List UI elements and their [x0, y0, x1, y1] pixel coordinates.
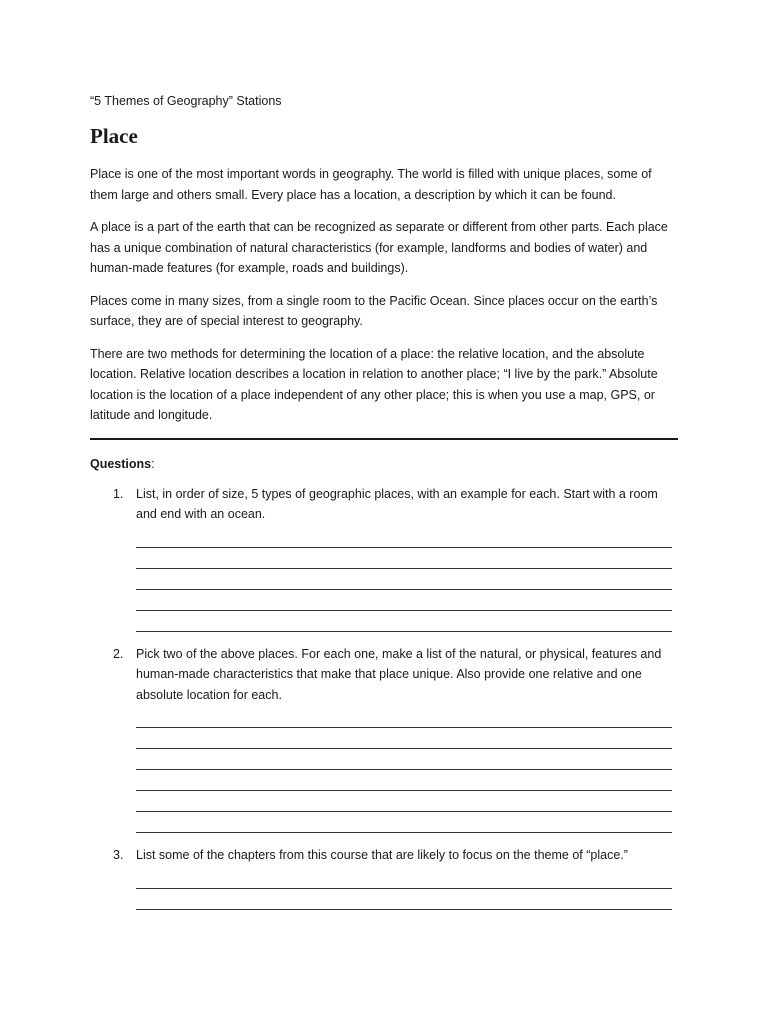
question-text: List some of the chapters from this course that are likely to focus on the theme of “place.”	[136, 848, 628, 862]
answer-lines	[136, 529, 678, 632]
answer-line[interactable]	[136, 730, 672, 749]
questions-heading	[90, 454, 678, 474]
question-2	[90, 644, 678, 834]
question-number: 2.	[113, 646, 124, 661]
answer-line[interactable]	[136, 751, 672, 770]
answer-line[interactable]	[136, 891, 672, 910]
station-header: “5 Themes of Geography” Stations	[90, 94, 282, 108]
intro-paragraph-4: There are two methods for determining the location of a place: the relative location, and the absolute location. Relative location describes a location in relation to another place; “I live by the park.” Absolute location is the location of a place independent of any other place; this is when you use a map, GPS, or latitude and longitude.	[90, 346, 658, 422]
page-title: Place	[90, 124, 138, 148]
answer-line[interactable]	[136, 793, 672, 812]
intro-paragraph-2: A place is a part of the earth that can be recognized as separate or different from other parts. Each place has a unique combination of natural characteristics (for example, landforms and bodies of water) and human-made features (for example, roads and buildings).	[90, 220, 668, 275]
answer-line[interactable]	[136, 870, 672, 889]
answer-line[interactable]	[136, 709, 672, 728]
answer-line[interactable]	[136, 529, 672, 548]
question-text: List, in order of size, 5 types of geographic places, with an example for each. Start with a room and end with an ocean.	[136, 486, 658, 521]
section-divider	[90, 438, 678, 440]
questions-heading-colon: :	[151, 456, 155, 471]
question-1	[90, 484, 678, 632]
answer-line[interactable]	[136, 814, 672, 833]
answer-line[interactable]	[136, 592, 672, 611]
answer-line[interactable]	[136, 550, 672, 569]
intro-paragraph-3: Places come in many sizes, from a single room to the Pacific Ocean. Since places occur on the earth’s surface, they are of special interest to geography.	[90, 293, 658, 328]
questions-heading-label: Questions	[90, 456, 152, 471]
question-number: 1.	[113, 486, 124, 501]
question-text: Pick two of the above places. For each one, make a list of the natural, or physical, features and human-made characteristics that make that place unique. Also provide one relative and one absolute location for each.	[136, 646, 662, 702]
answer-line[interactable]	[136, 772, 672, 791]
answer-line[interactable]	[136, 571, 672, 590]
answer-lines	[136, 709, 678, 833]
answer-line[interactable]	[136, 613, 672, 632]
answer-lines	[136, 870, 678, 910]
question-number: 3.	[113, 848, 124, 862]
intro-paragraph-1: Place is one of the most important words in geography. The world is filled with unique places, some of them large and others small. Every place has a location, a description by which it can be found.	[90, 167, 652, 202]
worksheet-page	[90, 92, 678, 922]
question-3	[90, 845, 678, 910]
